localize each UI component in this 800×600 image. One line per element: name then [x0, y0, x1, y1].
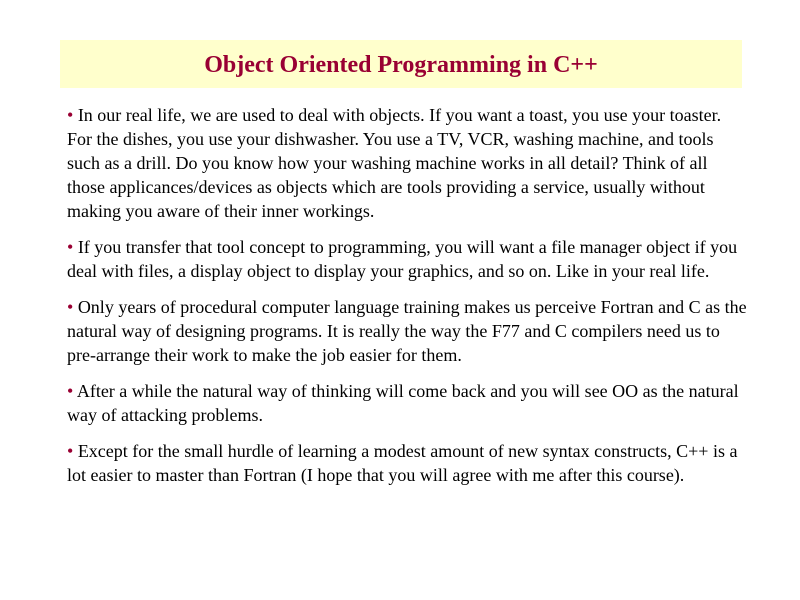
- bullet-icon: •: [67, 237, 74, 257]
- paragraph-text: After a while the natural way of thinking will come back and you will see OO as the natural way of attacking problems.: [67, 381, 739, 425]
- paragraph-text: Only years of procedural computer language training makes us perceive Fortran and C as the natural way of designing programs. It is really the way the F77 and C compilers need us to pre-arrange their work to make the job easier for them.: [67, 297, 747, 365]
- paragraph-text: Except for the small hurdle of learning a modest amount of new syntax constructs, C++ is a lot easier to master than Fortran (I hope that you will agree with me after this course).: [67, 441, 738, 485]
- bullet-icon: •: [67, 105, 74, 125]
- paragraph-1: [67, 103, 747, 223]
- slide-body: [67, 103, 747, 499]
- paragraph-text: In our real life, we are used to deal with objects. If you want a toast, you use your toaster. For the dishes, you use your dishwasher. You use a TV, VCR, washing machine, and tools such as a drill. Do you know how your washing machine works in all detail? Think of all those applicances/devices as objects which are tools providing a service, usually without making you aware of their inner workings.: [67, 105, 722, 221]
- bullet-icon: •: [67, 381, 74, 401]
- paragraph-2: [67, 235, 747, 283]
- paragraph-text: If you transfer that tool concept to programming, you will want a file manager object if you deal with files, a display object to display your graphics, and so on. Like in your real life.: [67, 237, 738, 281]
- paragraph-4: [67, 379, 747, 427]
- bullet-icon: •: [67, 441, 74, 461]
- bullet-icon: •: [67, 297, 74, 317]
- paragraph-3: [67, 295, 747, 367]
- slide-title: Object Oriented Programming in C++: [204, 52, 598, 78]
- paragraph-5: [67, 439, 747, 487]
